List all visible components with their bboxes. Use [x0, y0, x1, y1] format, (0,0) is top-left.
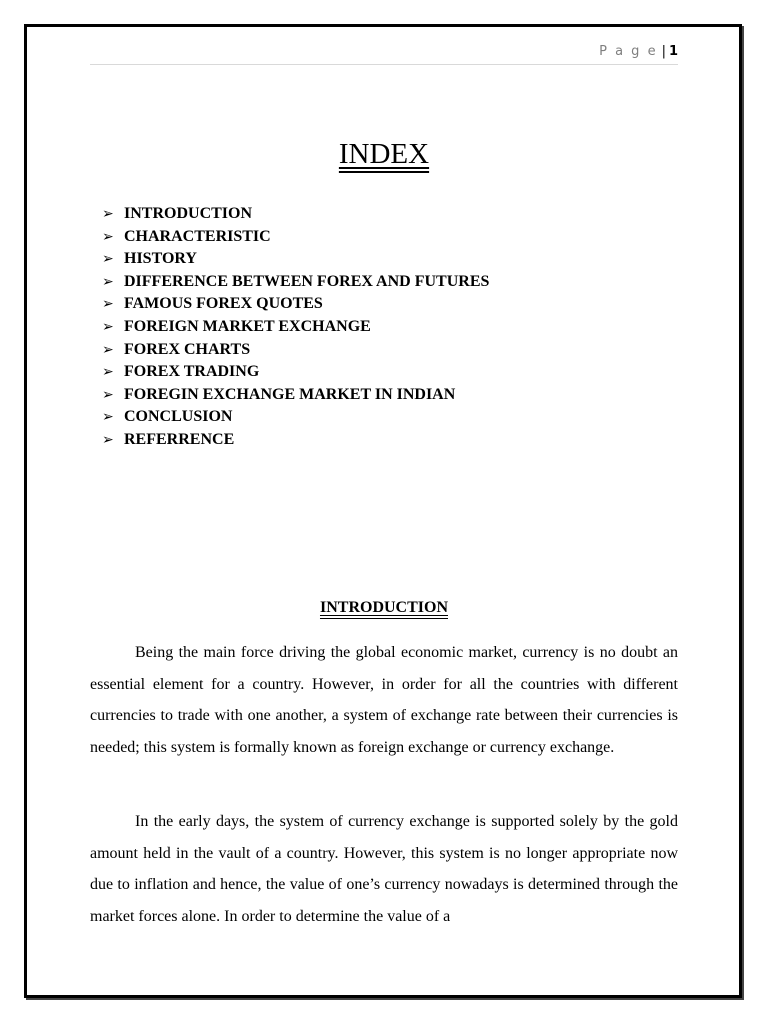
introduction-paragraph-1: Being the main force driving the global economic market, currency is no doubt an essential element for a country. However, in order for all the countries with different currencies to trade with one another, a system of exchange rate between their currencies is needed; this system is formally known as foreign exchange or currency exchange.	[90, 644, 678, 756]
page-header	[90, 44, 678, 65]
toc-item	[102, 226, 489, 249]
section-heading-text: INTRODUCTION	[319, 599, 448, 616]
page-separator: |	[661, 44, 666, 59]
toc-item	[102, 361, 489, 384]
index-title	[0, 136, 768, 172]
page-label: P a g e	[599, 44, 658, 59]
toc-item-label: CONCLUSION	[124, 408, 233, 426]
page-number: 1	[668, 44, 678, 59]
toc-item-label: REFERRENCE	[124, 430, 235, 448]
arrow-bullet-icon: ➢	[102, 364, 114, 381]
toc-item-label: CHARACTERISTIC	[124, 227, 271, 245]
introduction-paragraph-2: In the early days, the system of currency exchange is supported solely by the gold amount held in the vault of a country. However, this system is no longer appropriate now due to inflation and hence, the value of one’s currency nowadays is determined through the market forces alone. In order to determine the value of a	[90, 813, 678, 925]
toc-item	[102, 293, 489, 316]
toc-item	[102, 203, 489, 226]
toc-item-label: INTRODUCTION	[124, 205, 253, 222]
toc-item-label: HISTORY	[124, 250, 197, 268]
toc-item	[102, 339, 489, 362]
arrow-bullet-icon: ➢	[102, 251, 114, 268]
toc-item-label: FOREX TRADING	[124, 363, 260, 381]
arrow-bullet-icon: ➢	[102, 409, 114, 426]
arrow-bullet-icon: ➢	[102, 296, 114, 313]
toc-item-label: DIFFERENCE BETWEEN FOREX AND FUTURES	[124, 272, 490, 290]
section-heading-introduction	[0, 598, 768, 618]
toc-item	[102, 248, 489, 271]
toc-item-label: FOREX CHARTS	[124, 340, 251, 358]
arrow-bullet-icon: ➢	[102, 228, 114, 245]
toc-item-label: FOREGIN EXCHANGE MARKET IN INDIAN	[124, 385, 456, 403]
arrow-bullet-icon: ➢	[102, 206, 114, 222]
toc-item	[102, 406, 489, 429]
arrow-bullet-icon: ➢	[102, 341, 114, 358]
toc-item-label: FAMOUS FOREX QUOTES	[124, 295, 323, 313]
index-title-text: INDEX	[338, 138, 430, 170]
toc-item	[102, 316, 489, 339]
arrow-bullet-icon: ➢	[102, 431, 114, 448]
toc-item-label: FOREIGN MARKET EXCHANGE	[124, 317, 371, 335]
arrow-bullet-icon: ➢	[102, 273, 114, 290]
toc-item	[102, 429, 489, 452]
table-of-contents	[102, 203, 489, 452]
toc-item	[102, 384, 489, 407]
arrow-bullet-icon: ➢	[102, 386, 114, 403]
toc-item	[102, 271, 489, 294]
arrow-bullet-icon: ➢	[102, 318, 114, 335]
